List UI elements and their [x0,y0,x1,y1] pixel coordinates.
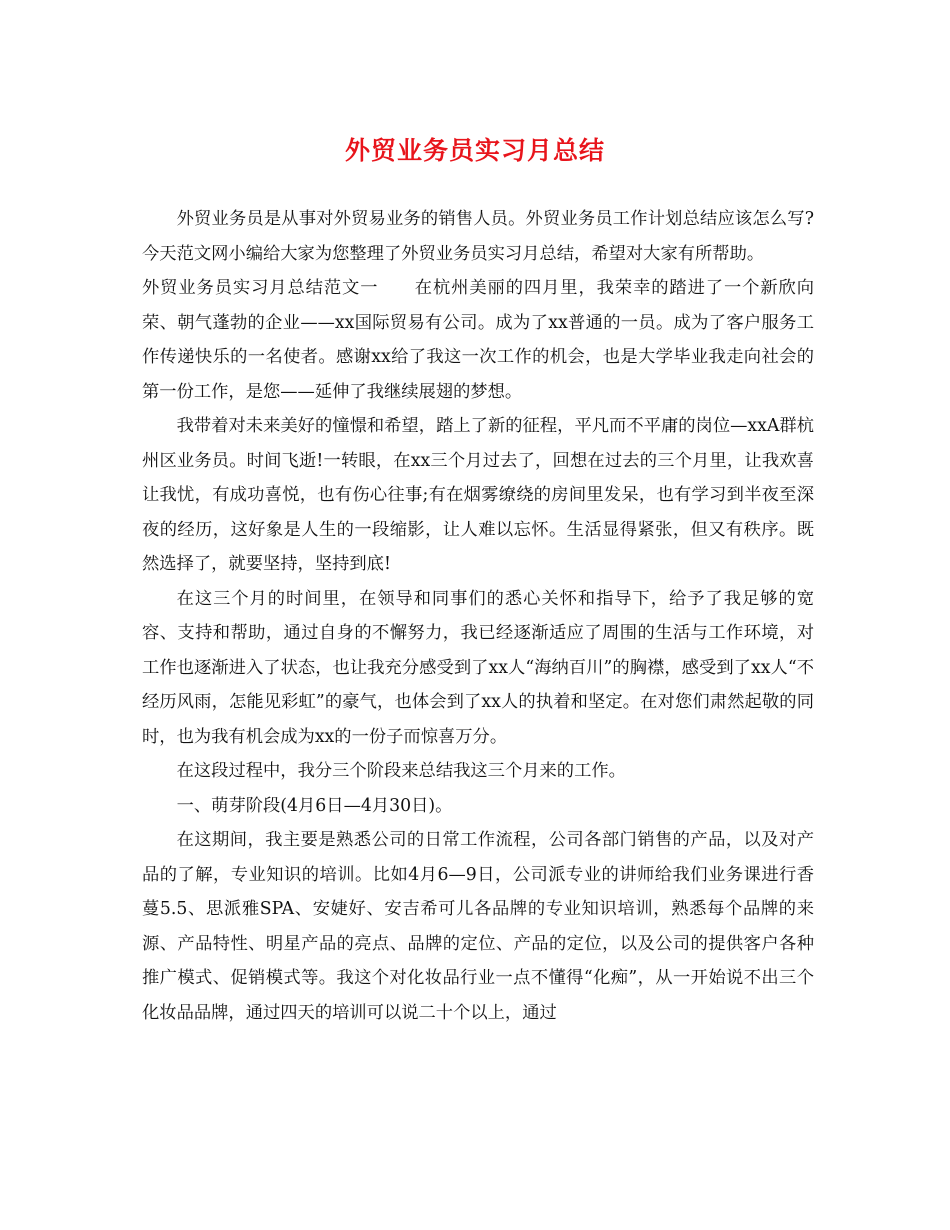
body-paragraph: 我带着对未来美好的憧憬和希望，踏上了新的征程，平凡而不平庸的岗位—xxA群杭州区业务员。时间飞逝!一转眼，在xx三个月过去了，回想在过去的三个月里，让我欢喜让我忧，有成功喜悦，也有伤心往事;有在烟雾缭绕的房间里发呆，也有学习到半夜至深夜的经历，这好象是人生的一段缩影，让人难以忘怀。生活显得紧张，但又有秩序。既然选择了，就要坚持，坚持到底! [142,416,814,574]
body-paragraph: 在这三个月的时间里，在领导和同事们的悉心关怀和指导下，给予了我足够的宽容、支持和帮助，通过自身的不懈努力，我已经逐渐适应了周围的生活与工作环境，对工作也逐渐进入了状态，也让我充分感受到了xx人“海纳百川”的胸襟，感受到了xx人“不经历风雨，怎能见彩虹”的豪气，也体会到了xx人的执着和坚定。在对您们肃然起敬的同时，也为我有机会成为xx的一份子而惊喜万分。 [142,588,814,747]
body-paragraph: 在这期间，我主要是熟悉公司的日常工作流程，公司各部门销售的产品，以及对产品的了解，专业知识的培训。比如4月6—9日，公司派专业的讲师给我们业务课进行香蔓5.5、思派雅SPA、安婕好、安吉希可儿各品牌的专业知识培训，熟悉每个品牌的来源、产品特性、明星产品的亮点、品牌的定位、产品的定位，以及公司的提供客户各种推广模式、促销模式等。我这个对化妆品行业一点不懂得“化痴”，从一开始说不出三个化妆品品牌，通过四天的培训可以说二十个以上，通过 [142,830,814,1023]
body-paragraph: 在这段过程中，我分三个阶段来总结我这三个月来的工作。 [176,761,626,781]
stage-heading: 一、萌芽阶段(4月6日—4月30日)。 [176,795,453,816]
intro-paragraph: 外贸业务员是从事对外贸易业务的销售人员。外贸业务员工作计划总结应该怎么写?今天范文网小编给大家为您整理了外贸业务员实习月总结，希望对大家有所帮助。 [142,209,814,264]
document-body [142,202,814,1030]
document-title: 外贸业务员实习月总结 [344,136,605,165]
sample-one-paragraph: 外贸业务员实习月总结范文一 在杭州美丽的四月里，我荣幸的踏进了一个新欣向荣、朝气蓬勃的企业——xx国际贸易有公司。成为了xx普通的一员。成为了客户服务工作传递快乐的一名使者。感谢xx给了我这一次工作的机会，也是大学毕业我走向社会的第一份工作，是您——延伸了我继续展翅的梦想。 [142,278,814,402]
